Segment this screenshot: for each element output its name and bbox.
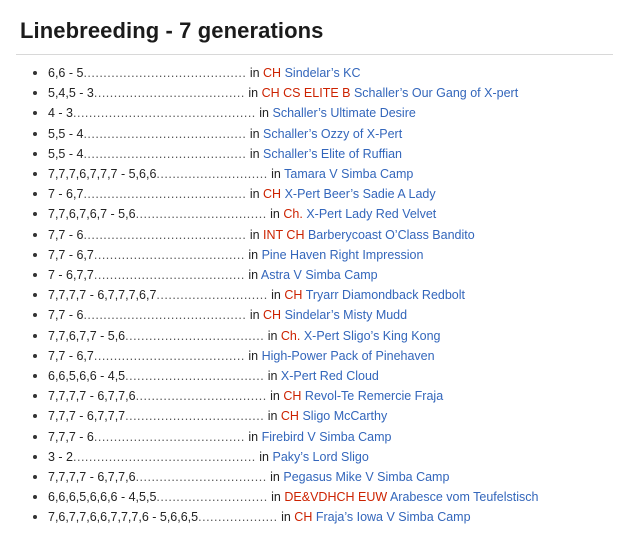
in-label: in: [248, 348, 259, 363]
in-label: in: [267, 369, 278, 384]
list-item: [26, 184, 613, 204]
in-label: in: [249, 308, 260, 323]
leader-dots: ......................................: [93, 247, 245, 262]
leader-dots: ..............................................: [73, 449, 256, 464]
dog-name-link[interactable]: X-Pert Beer’s Sadie A Lady: [284, 187, 436, 202]
generation-numbers: 6,6,5,6,6 - 4,5: [48, 369, 126, 384]
leader-dots: ......................................: [93, 86, 245, 101]
title-prefix: CH: [284, 288, 303, 303]
list-item: [26, 265, 613, 285]
in-label: in: [248, 86, 259, 101]
generation-numbers: 7,7,6,7,7 - 5,6: [48, 328, 126, 343]
dog-name-link[interactable]: X-Pert Sligo’s King Kong: [303, 328, 441, 343]
list-item: [26, 487, 613, 507]
in-label: in: [271, 288, 281, 303]
leader-dots: ...................................: [125, 409, 265, 424]
dog-name-link[interactable]: Revol-Te Remercie Fraja: [304, 389, 444, 404]
generation-numbers: 7,7,6,7,6,7 - 5,6: [48, 207, 136, 222]
dog-name-link[interactable]: Tamara V Simba Camp: [284, 167, 414, 182]
list-item: [26, 507, 613, 527]
title-prefix: CH: [263, 187, 282, 202]
leader-dots: .........................................: [83, 66, 247, 80]
generation-numbers: 7,7 - 6,7: [48, 247, 94, 262]
in-label: in: [271, 167, 281, 182]
list-item: [26, 83, 613, 103]
dog-name-link[interactable]: Pine Haven Right Impression: [261, 247, 424, 262]
leader-dots: .................................: [135, 207, 267, 222]
list-item: [26, 467, 613, 487]
leader-dots: ...................................: [125, 328, 265, 343]
leader-dots: ............................: [156, 288, 268, 303]
list-item: [26, 63, 613, 83]
dog-name-link[interactable]: Arabesce vom Teufelstisch: [389, 490, 539, 505]
dog-name-link[interactable]: Schaller’s Ozzy of X-Pert: [263, 126, 403, 141]
list-item: [26, 406, 613, 426]
dog-name-link[interactable]: Paky’s Lord Sligo: [272, 449, 369, 464]
generation-numbers: 7,6,7,7,6,6,7,7,7,6 - 5,6,6,5: [48, 510, 199, 525]
dog-name-link[interactable]: Sligo McCarthy: [302, 409, 388, 424]
list-item: [26, 305, 613, 325]
dog-name-link[interactable]: X-Pert Red Cloud: [280, 369, 379, 384]
in-label: in: [271, 490, 281, 505]
title-prefix: DE&VDHCH EUW: [284, 490, 388, 505]
generation-numbers: 7,7,7,6,7,7,7 - 5,6,6: [48, 167, 157, 182]
generation-numbers: 3 - 2: [48, 449, 74, 464]
generation-numbers: 5,4,5 - 3: [48, 86, 94, 101]
dog-name-link[interactable]: Sindelar’s KC: [284, 66, 361, 80]
generation-numbers: 7,7,7 - 6,7,7,7: [48, 409, 126, 424]
dog-name-link[interactable]: Schaller’s Ultimate Desire: [272, 106, 416, 121]
in-label: in: [270, 389, 280, 404]
generation-numbers: 6,6,6,5,6,6,6 - 4,5,5: [48, 490, 157, 505]
list-item: [26, 144, 613, 164]
list-item: [26, 427, 613, 447]
leader-dots: ...................................: [125, 369, 265, 384]
list-item: [26, 447, 613, 467]
generation-numbers: 7,7,7 - 6: [48, 429, 94, 444]
page-title: Linebreeding - 7 generations: [20, 18, 324, 43]
leader-dots: ......................................: [93, 429, 245, 444]
leader-dots: .................................: [135, 470, 267, 485]
dog-name-link[interactable]: Tryarr Diamondback Redbolt: [305, 288, 466, 303]
in-label: in: [248, 429, 259, 444]
dog-name-link[interactable]: Firebird V Simba Camp: [261, 429, 392, 444]
leader-dots: .........................................: [83, 227, 247, 242]
title-prefix: INT CH: [263, 227, 305, 242]
in-label: in: [249, 146, 260, 161]
linebreeding-list: [16, 63, 613, 528]
leader-dots: .........................................: [83, 146, 247, 161]
dog-name-link[interactable]: High-Power Pack of Pinehaven: [261, 348, 435, 363]
dog-name-link[interactable]: X-Pert Lady Red Velvet: [306, 207, 437, 222]
in-label: in: [249, 126, 260, 141]
leader-dots: ......................................: [93, 348, 245, 363]
generation-numbers: 7,7 - 6: [48, 227, 84, 242]
in-label: in: [281, 510, 291, 525]
generation-numbers: 7,7 - 6,7: [48, 348, 94, 363]
list-item: [26, 285, 613, 305]
leader-dots: ....................: [198, 510, 278, 525]
generation-numbers: 6,6 - 5: [48, 66, 84, 80]
generation-numbers: 7,7,7,7 - 6,7,7,7,6,7: [48, 288, 157, 303]
leader-dots: .................................: [135, 389, 267, 404]
generation-numbers: 5,5 - 4: [48, 126, 84, 141]
title-prefix: CH: [294, 510, 313, 525]
in-label: in: [270, 207, 280, 222]
title-prefix: Ch.: [280, 328, 301, 343]
title-prefix: CH: [263, 308, 282, 323]
dog-name-link[interactable]: Schaller’s Elite of Ruffian: [263, 146, 402, 161]
dog-name-link[interactable]: Barberycoast O’Class Bandito: [307, 227, 475, 242]
list-item: [26, 326, 613, 346]
list-item: [26, 204, 613, 224]
list-item: [26, 103, 613, 123]
leader-dots: .........................................: [83, 187, 247, 202]
list-item: [26, 366, 613, 386]
list-item: [26, 225, 613, 245]
list-item: [26, 124, 613, 144]
generation-numbers: 5,5 - 4: [48, 146, 84, 161]
in-label: in: [259, 449, 269, 464]
in-label: in: [267, 328, 278, 343]
list-item: [26, 164, 613, 184]
in-label: in: [267, 409, 278, 424]
title-prefix: CH: [283, 389, 302, 404]
leader-dots: ......................................: [93, 268, 245, 283]
in-label: in: [249, 187, 260, 202]
list-item: [26, 245, 613, 265]
generation-numbers: 7 - 6,7: [48, 187, 84, 202]
title-prefix: CH: [263, 66, 282, 80]
in-label: in: [249, 66, 260, 80]
generation-numbers: 7 - 6,7,7: [48, 268, 94, 283]
dog-name-link[interactable]: Sindelar’s Misty Mudd: [284, 308, 408, 323]
leader-dots: .........................................: [83, 126, 247, 141]
dog-name-link[interactable]: Fraja’s Iowa V Simba Camp: [315, 510, 471, 525]
title-prefix: Ch.: [283, 207, 303, 222]
generation-numbers: 7,7,7,7 - 6,7,7,6: [48, 389, 136, 404]
dog-name-link[interactable]: Astra V Simba Camp: [260, 268, 378, 283]
in-label: in: [248, 247, 259, 262]
dog-name-link[interactable]: Schaller’s Our Gang of X-pert: [353, 86, 519, 101]
leader-dots: ..............................................: [73, 106, 256, 121]
leader-dots: .........................................: [83, 308, 247, 323]
title-prefix: CH: [280, 409, 299, 424]
list-item: [26, 386, 613, 406]
leader-dots: ............................: [156, 167, 268, 182]
generation-numbers: 4 - 3: [48, 106, 74, 121]
in-label: in: [270, 470, 280, 485]
dog-name-link[interactable]: Pegasus Mike V Simba Camp: [283, 470, 450, 485]
in-label: in: [249, 227, 260, 242]
list-item: [26, 346, 613, 366]
generation-numbers: 7,7 - 6: [48, 308, 84, 323]
in-label: in: [259, 106, 269, 121]
title-prefix: CH CS ELITE B: [261, 86, 351, 101]
leader-dots: ............................: [156, 490, 268, 505]
title-divider: [16, 54, 613, 55]
in-label: in: [248, 268, 259, 283]
generation-numbers: 7,7,7,7 - 6,7,7,6: [48, 470, 136, 485]
